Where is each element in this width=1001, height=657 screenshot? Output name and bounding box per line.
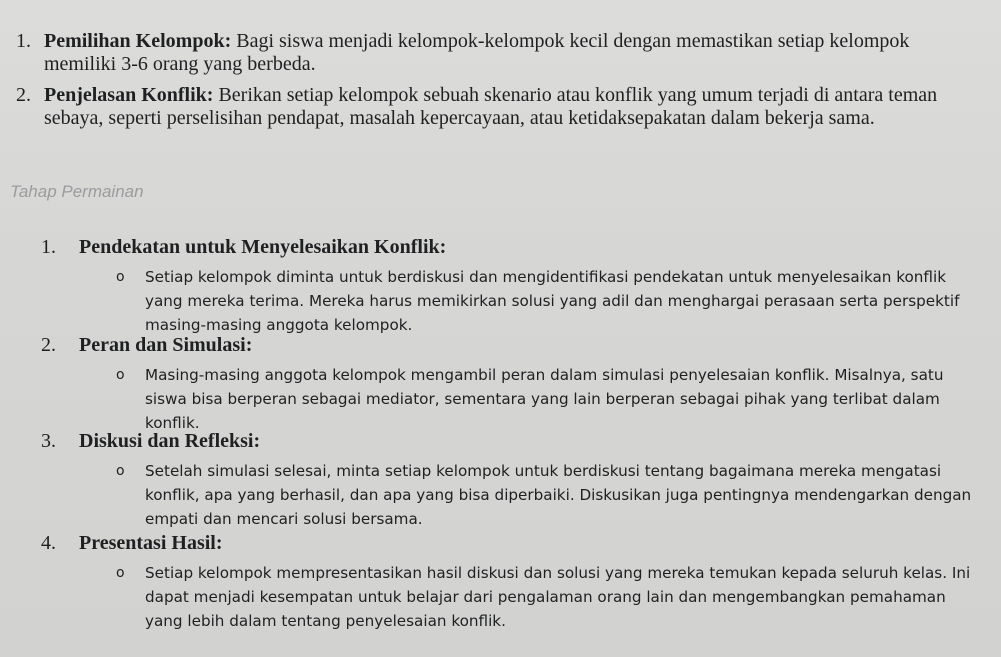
step-text: Setelah simulasi selesai, minta setiap kelompok untuk berdiskusi tentang bagaimana mereka mengatasi konflik, apa yang berhasil, dan apa yang bisa diperbaiki. Diskusikan juga pentingnya mendengarkan dengan empati dan mencari solusi bersama.	[145, 462, 972, 528]
step-number: 2.	[41, 334, 56, 356]
intro-text: Berikan setiap kelompok sebuah skenario atau konflik yang umum terjadi di antara teman sebaya, seperti perselisihan pendapat, masalah kepercayaan, atau ketidaksepakatan dalam bekerja sama.	[44, 84, 938, 129]
step-heading	[41, 430, 974, 454]
step-text: Setiap kelompok diminta untuk berdiskusi dan mengidentifikasi pendekatan untuk menyelesaikan konflik yang mereka terima. Mereka harus memikirkan solusi yang adil dan menghargai perasaan serta perspektif masing-masing anggota kelompok.	[145, 268, 960, 334]
bullet-circle-icon: o	[116, 565, 125, 581]
section-label: Tahap Permainan	[10, 182, 144, 201]
step-bullet-item	[116, 363, 975, 435]
step-number: 1.	[41, 236, 56, 258]
step-heading	[41, 334, 974, 358]
step-number: 4.	[41, 532, 56, 554]
step-heading	[41, 236, 974, 260]
step-heading	[41, 532, 974, 556]
step-title: Peran dan Simulasi:	[79, 334, 253, 356]
step-bullet-item	[116, 561, 975, 633]
intro-title: Pemilihan Kelompok:	[44, 30, 232, 52]
step-item-2	[41, 334, 974, 435]
intro-text: Bagi siswa menjadi kelompok-kelompok kecil dengan memastikan setiap kelompok memiliki 3-6 orang yang berbeda.	[44, 30, 910, 75]
step-title: Pendekatan untuk Menyelesaikan Konflik:	[79, 236, 447, 258]
step-item-1	[41, 236, 974, 337]
intro-item-2	[16, 84, 964, 130]
step-bullet-item	[116, 459, 975, 531]
step-text: Setiap kelompok mempresentasikan hasil diskusi dan solusi yang mereka temukan kepada seluruh kelas. Ini dapat menjadi kesempatan untuk belajar dari pengalaman orang lain dan mengembangkan pemahaman yang lebih dalam tentang penyelesaian konflik.	[145, 564, 971, 630]
intro-title: Penjelasan Konflik:	[44, 84, 214, 106]
step-text: Masing-masing anggota kelompok mengambil peran dalam simulasi penyelesaian konflik. Misalnya, satu siswa bisa berperan sebagai mediator, sementara yang lain berperan sebagai pihak yang terlibat dalam konflik.	[145, 366, 944, 432]
step-bullet-item	[116, 265, 975, 337]
step-item-3	[41, 430, 974, 531]
intro-number: 1.	[16, 30, 31, 52]
step-item-4	[41, 532, 974, 633]
bullet-circle-icon: o	[116, 463, 125, 479]
step-title: Presentasi Hasil:	[79, 532, 223, 554]
step-number: 3.	[41, 430, 56, 452]
intro-number: 2.	[16, 84, 31, 106]
bullet-circle-icon: o	[116, 367, 125, 383]
intro-item-1	[16, 30, 964, 76]
step-title: Diskusi dan Refleksi:	[79, 430, 261, 452]
bullet-circle-icon: o	[116, 269, 125, 285]
